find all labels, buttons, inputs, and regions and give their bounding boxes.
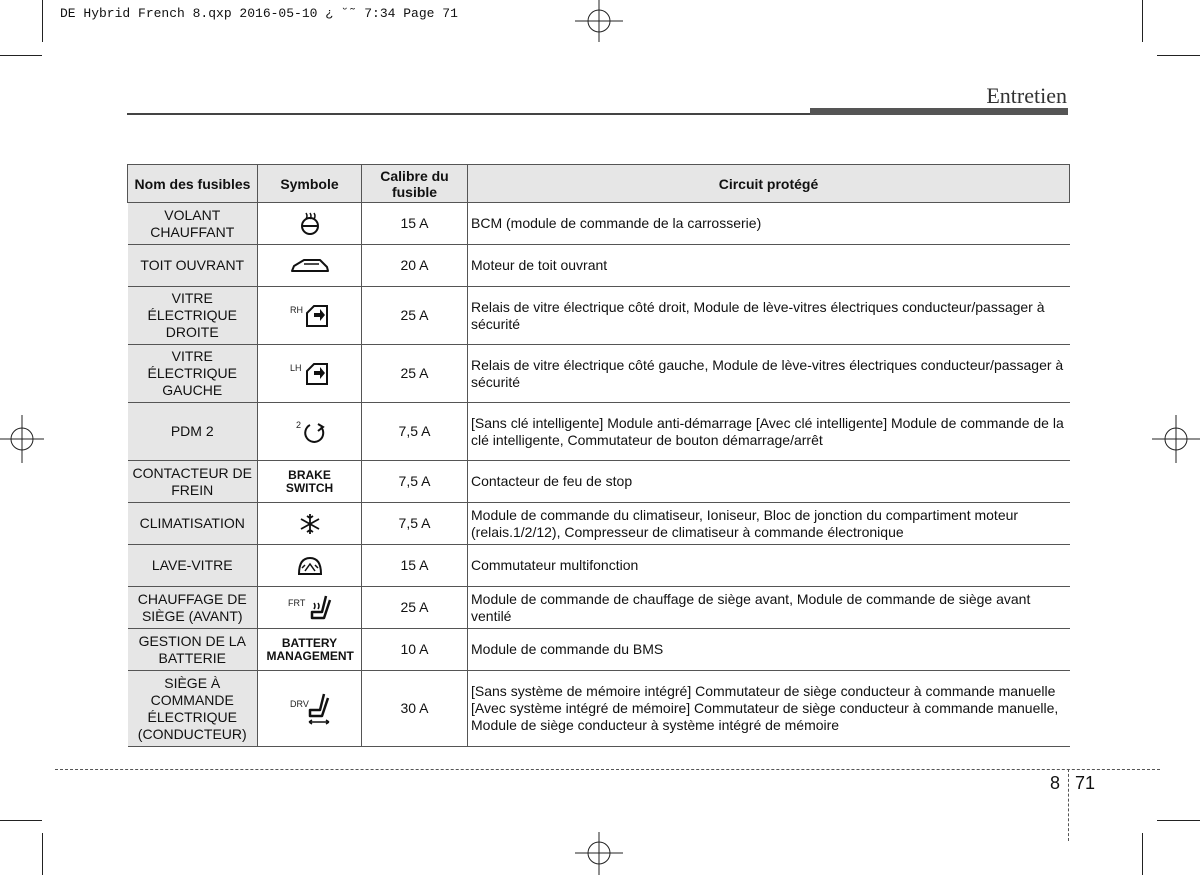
footer-rule [55,769,1160,770]
footer-divider [1068,769,1069,841]
fuse-rating: 7,5 A [362,461,468,503]
battery-management-label: BATTERY MANAGEMENT [266,635,354,663]
fuse-rating: 30 A [362,671,468,747]
fuse-circuit: Commutateur multifonction [468,545,1070,587]
fuse-circuit: [Sans clé intelligente] Module anti-démarrage [Avec clé intelligente] Module de commande de la clé intelligente, Commutateur de bouton démarrage/arrêt [468,403,1070,461]
heated-seat-icon [308,594,334,622]
header-rule [127,113,810,115]
table-row [128,503,1070,545]
trim-mark [1142,0,1143,42]
fuse-symbol [258,629,362,671]
fuse-name: CHAUFFAGE DE SIÈGE (AVANT) [128,587,258,629]
fuse-symbol [258,587,362,629]
trim-mark [1142,833,1143,875]
header-circuit: Circuit protégé [468,165,1070,203]
trim-mark [1157,820,1200,821]
power-cycle-icon [302,419,328,445]
fuse-symbol [258,345,362,403]
fuse-name: CLIMATISATION [128,503,258,545]
trim-mark [0,820,42,821]
table-header-row [128,165,1070,203]
fuse-name: LAVE-VITRE [128,545,258,587]
symbol-label: DRV [290,699,309,709]
symbol-label: RH [290,305,303,315]
power-window-icon [304,303,330,329]
fuse-rating: 7,5 A [362,403,468,461]
power-window-icon [304,361,330,387]
table-row [128,671,1070,747]
snowflake-icon [298,512,322,536]
print-slug: DE Hybrid French 8.qxp 2016-05-10 ¿ ˘˜ 7:34 Page 71 [60,6,458,21]
fuse-name: GESTION DE LA BATTERIE [128,629,258,671]
fuse-circuit: Module de commande de chauffage de siège avant, Module de commande de siège avant ventilé [468,587,1070,629]
fuse-name: VITRE ÉLECTRIQUE DROITE [128,287,258,345]
page-number: 71 [1075,773,1096,793]
fuse-circuit: [Sans système de mémoire intégré] Commutateur de siège conducteur à commande manuelle [Avec système intégré de mémoire] Commutateur de siège conducteur à commande manuelle, Module de siège conducteur à système intégré de mémoire [468,671,1070,747]
fuse-rating: 20 A [362,245,468,287]
fuse-symbol [258,245,362,287]
fuse-name: SIÈGE À COMMANDE ÉLECTRIQUE (CONDUCTEUR) [128,671,258,747]
table-row [128,403,1070,461]
header-rating: Calibre du fusible [362,165,468,203]
fuse-circuit: Module de commande du BMS [468,629,1070,671]
fuse-circuit: Module de commande du climatiseur, Ioniseur, Bloc de jonction du compartiment moteur (relais.1/2/12), Compresseur de climatiseur à commande électronique [468,503,1070,545]
symbol-label: 2 [296,420,302,430]
registration-mark-icon [575,832,623,875]
fuse-name: TOIT OUVRANT [128,245,258,287]
symbol-label: LH [290,363,302,373]
registration-mark-icon [0,415,44,463]
fuse-name: CONTACTEUR DE FREIN [128,461,258,503]
table-row [128,203,1070,245]
fuse-rating: 7,5 A [362,503,468,545]
fuse-circuit: Moteur de toit ouvrant [468,245,1070,287]
fuse-rating: 15 A [362,203,468,245]
fuse-name: VITRE ÉLECTRIQUE GAUCHE [128,345,258,403]
fuse-rating: 25 A [362,287,468,345]
washer-icon [296,554,324,578]
fuse-name: VOLANT CHAUFFANT [128,203,258,245]
header-fuse-name: Nom des fusibles [128,165,258,203]
fuse-symbol [258,287,362,345]
sunroof-icon [290,256,330,276]
fuse-table [127,164,1070,747]
fuse-rating: 25 A [362,587,468,629]
table-row [128,287,1070,345]
table-row [128,345,1070,403]
symbol-label: FRT [288,598,306,608]
table-row [128,245,1070,287]
table-row [128,629,1070,671]
fuse-symbol [258,461,362,503]
table-row [128,461,1070,503]
trim-mark [0,55,42,56]
fuse-symbol [258,203,362,245]
registration-mark-icon [1152,415,1200,463]
table-row [128,545,1070,587]
registration-mark-icon [575,0,623,42]
section-title: Entretien [986,83,1067,108]
chapter-number: 8 [1050,773,1061,793]
trim-mark [42,0,43,42]
header-symbol: Symbole [258,165,362,203]
trim-mark [42,833,43,875]
fuse-rating: 10 A [362,629,468,671]
trim-mark [1157,55,1200,56]
fuse-circuit: Relais de vitre électrique côté gauche, Module de lève-vitres électriques conducteur/passager à sécurité [468,345,1070,403]
fuse-symbol [258,503,362,545]
heated-steering-wheel-icon [297,211,323,237]
power-seat-icon [306,692,332,726]
fuse-name: PDM 2 [128,403,258,461]
fuse-symbol [258,403,362,461]
fuse-rating: 25 A [362,345,468,403]
fuse-rating: 15 A [362,545,468,587]
fuse-circuit: Contacteur de feu de stop [468,461,1070,503]
fuse-circuit: Relais de vitre électrique côté droit, Module de lève-vitres électriques conducteur/passager à sécurité [468,287,1070,345]
fuse-circuit: BCM (module de commande de la carrosserie) [468,203,1070,245]
header-rule-thick [810,108,1068,115]
fuse-symbol [258,545,362,587]
brake-switch-label: BRAKE SWITCH [285,467,334,495]
fuse-symbol [258,671,362,747]
table-row [128,587,1070,629]
